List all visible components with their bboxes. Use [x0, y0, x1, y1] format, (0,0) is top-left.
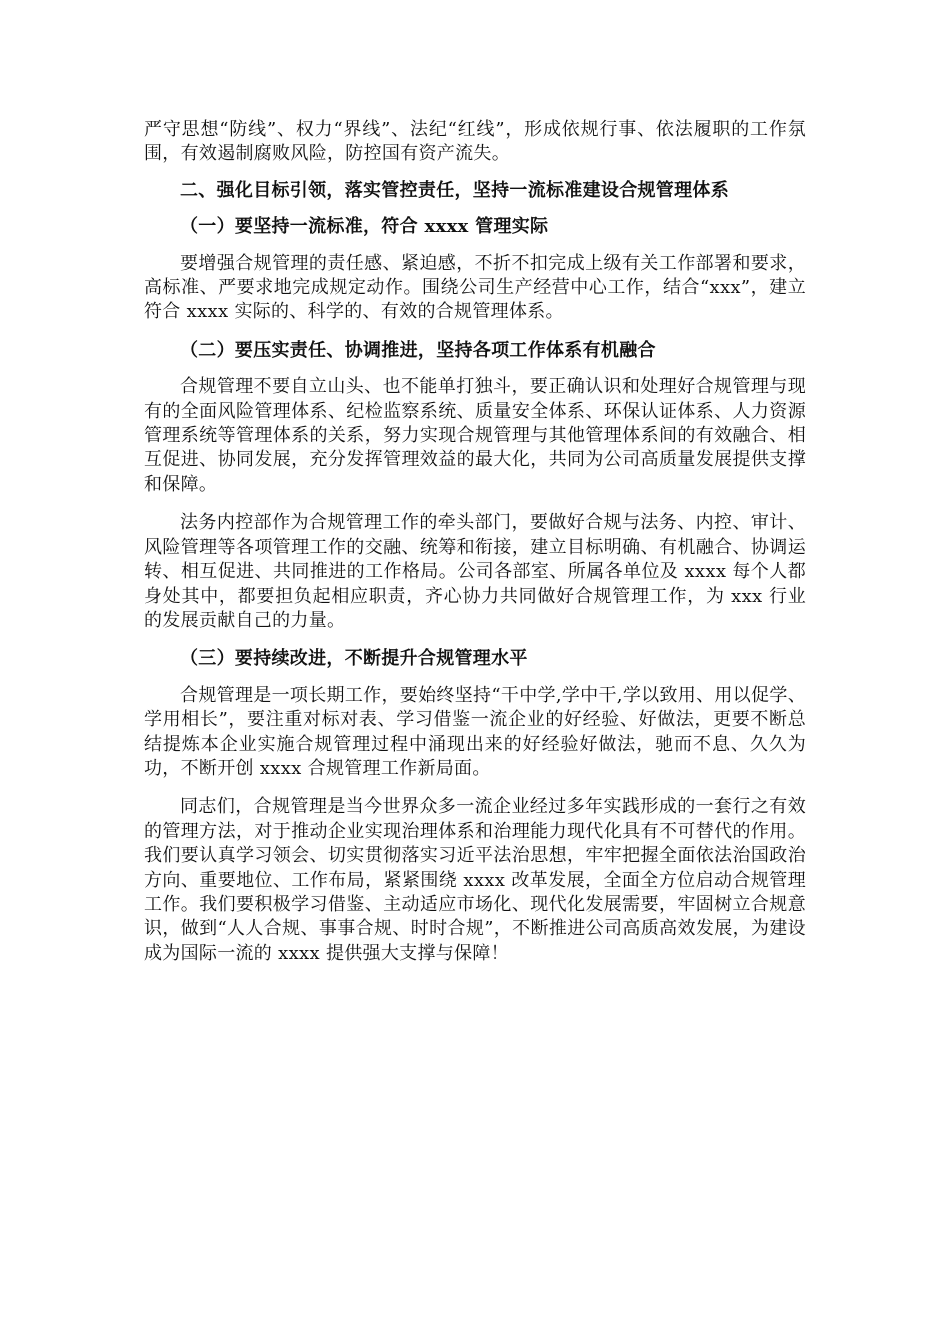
sub-2-heading: （二）要压实责任、协调推进，坚持各项工作体系有机融合 — [180, 339, 656, 361]
sub-3-paragraph: 合规管理是一项长期工作，要始终坚持“干中学,学中干,学以致用、用以促学、学用相长”，要注重对标对表、学习借鉴一流企业的好经验、好做法，更要不断总结提炼本企业实施合规管理过程中涌现出来的好经验好做法，驰而不息、久久为功，不断开创 xxxx 合规管理工作新局面。 — [144, 684, 806, 779]
closing-paragraph: 同志们，合规管理是当今世界众多一流企业经过多年实践形成的一套行之有效的管理方法，对于推动企业实现治理体系和治理能力现代化具有不可替代的作用。我们要认真学习领会、切实贯彻落实习近平法治思想，牢牢把握全面依法治国政治方向、重要地位、工作布局，紧紧围绕 xxxx 改革发展，全面全方位启动合规管理工作。我们要积极学习借鉴、主动适应市场化、现代化发展需要，牢固树立合规意识，做到“人人合规、事事合规、时时合规”，不断推进公司高质高效发展，为建设成为国际一流的 xxxx 提供强大支撑与保障！ — [144, 796, 806, 964]
document-page — [144, 118, 806, 966]
sub-3-heading: （三）要持续改进，不断提升合规管理水平 — [180, 648, 528, 670]
sub-1-heading: （一）要坚持一流标准，符合 xxxx 管理实际 — [180, 216, 549, 238]
section-2-heading: 二、强化目标引领，落实管控责任，坚持一流标准建设合规管理体系 — [180, 179, 729, 201]
sub-2-paragraph-1: 合规管理不要自立山头、也不能单打独斗，要正确认识和处理好合规管理与现有的全面风险管理体系、纪检监察系统、质量安全体系、环保认证体系、人力资源管理系统等管理体系的关系，努力实现合规管理与其他管理体系间的有效融合、相互促进、协同发展，充分发挥管理效益的最大化，共同为公司高质量发展提供支撑和保障。 — [144, 376, 806, 495]
intro-paragraph: 严守思想“防线”、权力“界线”、法纪“红线”，形成依规行事、依法履职的工作氛围，有效遏制腐败风险，防控国有资产流失。 — [144, 119, 806, 165]
sub-2-paragraph-2: 法务内控部作为合规管理工作的牵头部门，要做好合规与法务、内控、审计、风险管理等各项管理工作的交融、统筹和衔接，建立目标明确、有机融合、协调运转、相互促进、共同推进的工作格局。公司各部室、所属各单位及 xxxx 每个人都身处其中，都要担负起相应职责，齐心协力共同做好合规管理工作，为 xxx 行业的发展贡献自己的力量。 — [144, 512, 806, 631]
sub-1-paragraph: 要增强合规管理的责任感、紧迫感，不折不扣完成上级有关工作部署和要求，高标准、严要求地完成规定动作。围绕公司生产经营中心工作，结合“xxx”，建立符合 xxxx 实际的、科学的、有效的合规管理体系。 — [144, 252, 806, 323]
